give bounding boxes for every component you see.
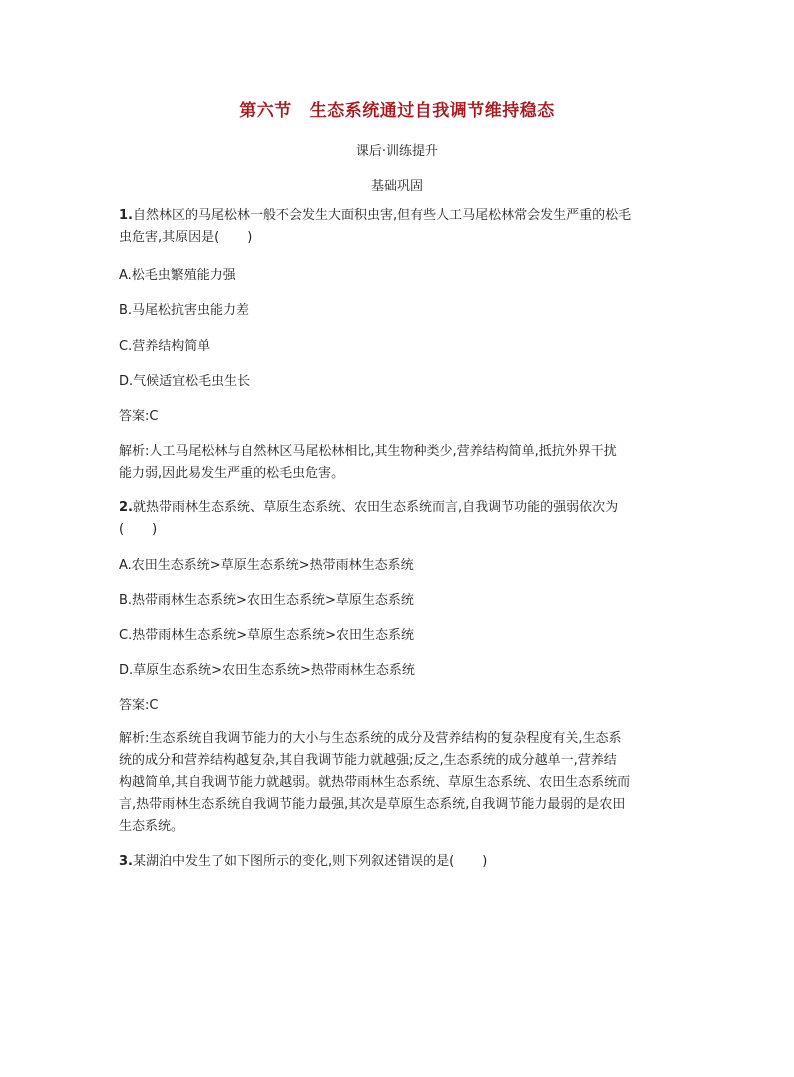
analysis-label: 解析: (119, 444, 150, 459)
option-c: C.热带雨林生态系统>草原生态系统>农田生态系统 (119, 628, 414, 643)
analysis-text: 生态系统自我调节能力的大小与生态系统的成分及营养结构的复杂程度有关,生态系 (149, 731, 622, 746)
question-number: 2. (119, 500, 133, 515)
analysis-text: 构越简单,其自我调节能力就越弱。就热带雨林生态系统、草原生态系统、农田生态系统而 (119, 775, 631, 790)
answer-1 (119, 406, 679, 428)
question-1-stem (119, 205, 679, 249)
page-title (0, 96, 794, 121)
analysis-text: 人工马尾松林与自然林区马尾松林相比,其生物种类少,营养结构简单,抵抗外界干扰 (149, 444, 617, 459)
analysis-text: 能力弱,因此易发生严重的松毛虫危害。 (119, 466, 345, 481)
analysis-1 (119, 441, 679, 485)
subtitle: 课后·训练提升 (355, 144, 439, 159)
section-number: 第六节 (239, 101, 292, 121)
answer-label: 答案: (119, 409, 150, 424)
question-number: 1. (119, 208, 133, 223)
option-c: C.营养结构简单 (119, 339, 211, 354)
question-3-stem (119, 851, 679, 873)
analysis-label: 解析: (119, 731, 150, 746)
part-heading: 基础巩固 (370, 179, 423, 194)
analysis-2 (119, 728, 679, 838)
stem-text: 某湖泊中发生了如下图所示的变化,则下列叙述错误的是( (132, 854, 455, 869)
answer-value: C (149, 698, 159, 713)
stem-text: 虫危害,其原因是( (119, 230, 220, 245)
stem-text: ( (119, 522, 125, 537)
question-2-stem (119, 497, 679, 541)
answer-label: 答案: (119, 698, 150, 713)
option-b: B.马尾松抗害虫能力差 (119, 303, 250, 318)
option-d: D.气候适宜松毛虫生长 (119, 374, 251, 389)
option-a: A.农田生态系统>草原生态系统>热带雨林生态系统 (119, 558, 414, 573)
stem-text: ) (247, 230, 253, 245)
option-b: B.热带雨林生态系统>农田生态系统>草原生态系统 (119, 593, 414, 608)
analysis-text: 言,热带雨林生态系统自我调节能力最强,其次是草原生态系统,自我调节能力最弱的是农田 (119, 797, 626, 812)
answer-value: C (149, 409, 159, 424)
answer-2 (119, 695, 679, 717)
option-a: A.松毛虫繁殖能力强 (119, 268, 236, 283)
stem-text: ) (482, 854, 488, 869)
stem-text: 自然林区的马尾松林一般不会发生大面积虫害,但有些人工马尾松林常会发生严重的松毛 (132, 208, 632, 223)
stem-text: 就热带雨林生态系统、草原生态系统、农田生态系统而言,自我调节功能的强弱依次为 (132, 500, 619, 515)
stem-text: ) (152, 522, 158, 537)
option-d: D.草原生态系统>农田生态系统>热带雨林生态系统 (119, 663, 415, 678)
section-title: 生态系统通过自我调节维持稳态 (309, 101, 555, 121)
analysis-text: 生态系统。 (119, 819, 185, 834)
analysis-text: 统的成分和营养结构越复杂,其自我调节能力就越强;反之,生态系统的成分越单一,营养结 (119, 753, 617, 768)
question-number: 3. (119, 854, 133, 869)
